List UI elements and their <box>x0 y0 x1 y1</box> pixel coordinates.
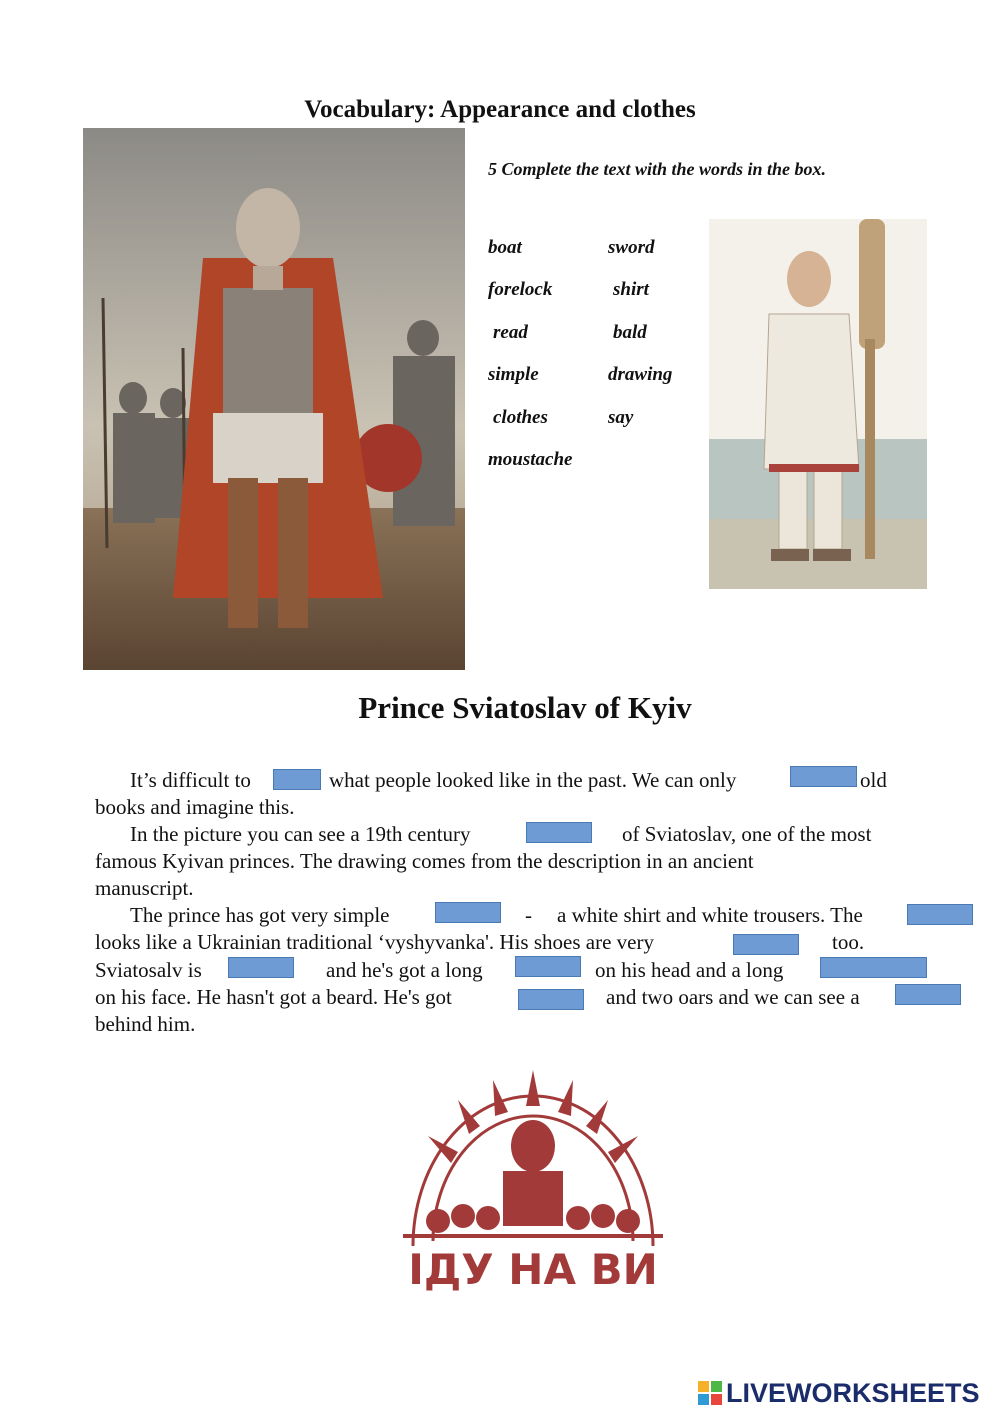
word-moustache: moustache <box>488 449 573 470</box>
word-forelock: forelock <box>488 279 553 300</box>
text-title: Prince Sviatoslav of Kyiv <box>358 690 692 725</box>
text-line-7a: looks like a Ukrainian traditional ‘vyshyvanka'. His shoes are very <box>95 930 654 954</box>
blank-7[interactable] <box>228 957 294 978</box>
blank-4[interactable] <box>435 902 501 923</box>
liveworksheets-icon <box>698 1381 722 1405</box>
text-line-3a: In the picture you can see a 19th century <box>130 822 471 846</box>
text-line-7b: too. <box>832 930 865 954</box>
emblem-image <box>398 1066 668 1292</box>
blank-1[interactable] <box>273 769 321 790</box>
text-line-8c: on his head and a long <box>595 958 784 982</box>
word-simple: simple <box>488 364 539 385</box>
text-line-6a: The prince has got very simple <box>130 903 390 927</box>
word-say: say <box>608 407 634 428</box>
text-line-2: books and imagine this. <box>95 795 295 819</box>
text-line-1a: It’s difficult to <box>130 768 251 792</box>
text-line-4: famous Kyivan princes. The drawing comes from the description in an ancient <box>95 849 754 873</box>
blank-5[interactable] <box>907 904 973 925</box>
text-line-10: behind him. <box>95 1012 196 1036</box>
text-line-6c: a white shirt and white trousers. The <box>557 903 863 927</box>
page-heading: Vocabulary: Appearance and clothes <box>304 96 696 123</box>
blank-8[interactable] <box>515 956 581 977</box>
word-bald: bald <box>613 322 647 343</box>
text-line-3b: of Sviatoslav, one of the most <box>622 822 872 846</box>
blank-3[interactable] <box>526 822 592 843</box>
text-line-8b: and he's got a long <box>326 958 483 982</box>
word-drawing: drawing <box>608 364 673 385</box>
text-line-6b: - <box>525 903 532 927</box>
text-line-9b: and two oars and we can see a <box>606 985 860 1009</box>
word-sword: sword <box>608 237 655 258</box>
brand-text: LIVEWORKSHEETS <box>726 1378 980 1408</box>
blank-9[interactable] <box>820 957 927 978</box>
instruction-text: 5 Complete the text with the words in the box. <box>488 159 827 179</box>
text-line-8a: Sviatosalv is <box>95 958 202 982</box>
word-clothes: clothes <box>493 407 548 428</box>
text-line-5: manuscript. <box>95 876 194 900</box>
text-line-1b: what people looked like in the past. We can only <box>329 768 737 792</box>
blank-11[interactable] <box>895 984 961 1005</box>
blank-2[interactable] <box>790 766 857 787</box>
word-shirt: shirt <box>613 279 649 300</box>
text-line-9a: on his face. He hasn't got a beard. He's got <box>95 985 452 1009</box>
brand-logo <box>698 1376 994 1410</box>
text-line-1c: old <box>860 768 887 792</box>
prince-drawing <box>709 219 927 589</box>
word-read: read <box>493 322 528 343</box>
word-boat: boat <box>488 237 522 258</box>
blank-10[interactable] <box>518 989 584 1010</box>
emblem-text: ІДУ НА ВИ <box>408 1245 658 1292</box>
blank-6[interactable] <box>733 934 799 955</box>
warrior-illustration <box>83 128 465 670</box>
